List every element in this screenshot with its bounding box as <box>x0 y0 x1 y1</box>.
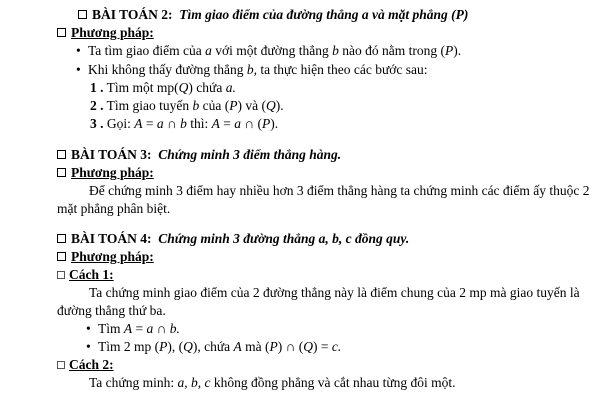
cach-2-label: Cách 2: <box>69 357 114 372</box>
bt3-heading <box>57 146 341 163</box>
checkbox-icon <box>57 252 66 261</box>
checkbox-icon <box>57 150 66 159</box>
bt4-method-label: Phương pháp: <box>71 249 154 264</box>
bt3-para-line-1: Để chứng minh 3 điểm hay nhiều hơn 3 điểm thẳng hàng ta chứng minh các điểm ấy thuộc 2 <box>89 183 590 198</box>
bt2-method-label: Phương pháp: <box>71 25 154 40</box>
bt4-heading <box>57 230 409 247</box>
bt4-cach-2 <box>57 356 114 373</box>
bt3-label: BÀI TOÁN 3: <box>71 147 152 162</box>
bt4-c2-line: Ta chứng minh: a, b, c không đồng phẳng và cắt nhau từng đôi một. <box>89 375 456 390</box>
bt4-c1-bullet-2: • Tìm 2 mp (P), (Q), chứa A mà (P) ∩ (Q) = c. <box>86 339 342 354</box>
bullet-icon: • <box>76 62 81 77</box>
bt4-c1-line-1: Ta chứng minh giao điểm của 2 đường thẳng này là điểm chung của 2 mp mà giao tuyến là <box>89 285 580 300</box>
bt3-title: Chứng minh 3 điểm thẳng hàng. <box>158 147 342 162</box>
bt4-cach-1 <box>57 266 114 283</box>
bt2-step-2: 2 . Tìm giao tuyến b của (P) và (Q). <box>90 98 284 113</box>
bt2-method <box>57 24 154 41</box>
bt2-title: Tìm giao điểm của đường thẳng a và mặt phẳng (P) <box>179 7 469 22</box>
bt4-c1-line-2: đường thẳng thứ ba. <box>57 303 166 318</box>
bt2-bullet-1: • Ta tìm giao điểm của a với một đường thẳng b nào đó nằm trong (P). <box>76 43 462 58</box>
bt3-para-line-2: mặt phẳng phân biệt. <box>57 201 171 216</box>
bt3-method <box>57 164 154 181</box>
bt3-method-label: Phương pháp: <box>71 165 154 180</box>
small-box-icon <box>57 271 65 279</box>
checkbox-icon <box>57 28 66 37</box>
bt4-label: BÀI TOÁN 4: <box>71 231 152 246</box>
bt4-method <box>57 248 154 265</box>
bt2-step-3: 3 . Gọi: A = a ∩ b thì: A = a ∩ (P). <box>90 116 279 131</box>
checkbox-icon <box>78 10 87 19</box>
small-box-icon <box>57 361 65 369</box>
bt2-label: BÀI TOÁN 2: <box>92 7 173 22</box>
bt4-c1-bullet-1: • Tìm A = a ∩ b. <box>86 321 180 336</box>
checkbox-icon <box>57 168 66 177</box>
checkbox-icon <box>57 234 66 243</box>
cach-1-label: Cách 1: <box>69 267 114 282</box>
bullet-icon: • <box>86 339 91 354</box>
bt2-step-1: 1 . Tìm một mp(Q) chứa a. <box>90 80 236 95</box>
bullet-icon: • <box>76 43 81 58</box>
bt2-bullet-2: • Khi không thấy đường thẳng b, ta thực hiện theo các bước sau: <box>76 62 428 77</box>
bt4-title: Chứng minh 3 đường thẳng a, b, c đồng quy. <box>158 231 410 246</box>
bullet-icon: • <box>86 321 91 336</box>
bt2-heading <box>78 6 468 23</box>
